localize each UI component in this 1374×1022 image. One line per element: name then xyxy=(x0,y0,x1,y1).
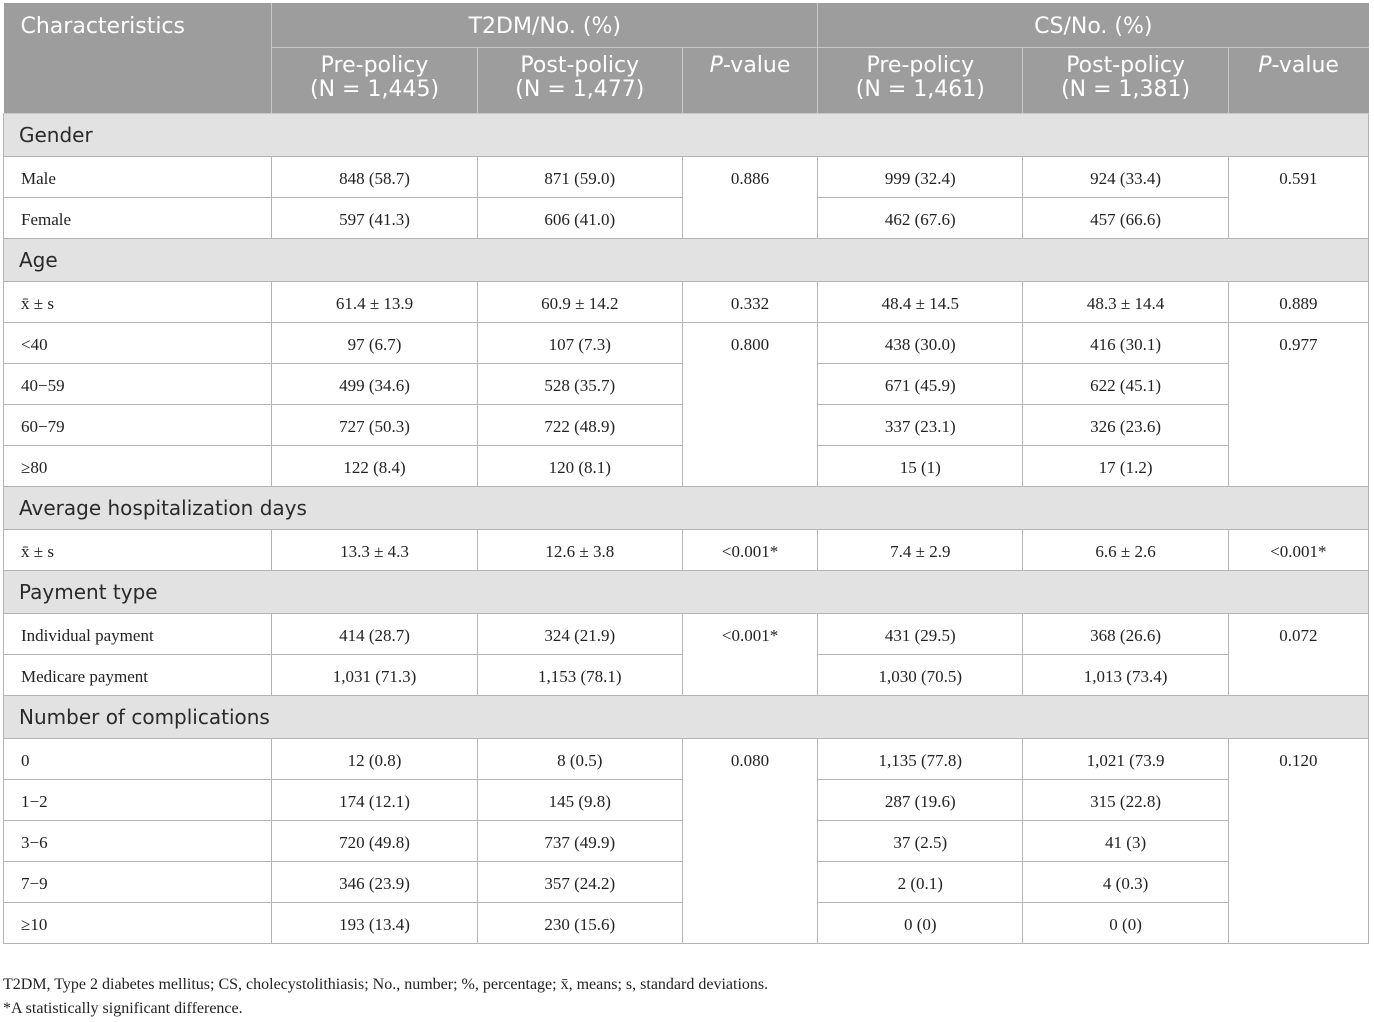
table-row xyxy=(4,613,1369,654)
t2dm-post-cell: 60.9 ± 14.2 xyxy=(477,281,682,322)
t2dm-pre-cell: 346 (23.9) xyxy=(272,861,477,902)
section-header-row xyxy=(4,238,1369,281)
t2dm-pre-cell: 12 (0.8) xyxy=(272,738,477,779)
section-title: Payment type xyxy=(4,570,1369,613)
cs-post-cell: 48.3 ± 14.4 xyxy=(1023,281,1228,322)
cs-p-value-cell: 0.591 xyxy=(1228,156,1368,238)
t2dm-pre-cell: 597 (41.3) xyxy=(272,197,477,238)
row-label: 0 xyxy=(4,738,272,779)
cs-post-cell: 315 (22.8) xyxy=(1023,779,1228,820)
section-header-row xyxy=(4,695,1369,738)
row-label: Medicare payment xyxy=(4,654,272,695)
cs-pre-cell: 15 (1) xyxy=(818,445,1023,486)
t2dm-post-n: (N = 1,477) xyxy=(515,76,645,102)
cs-post-cell: 0 (0) xyxy=(1023,902,1228,943)
t2dm-post-cell: 1,153 (78.1) xyxy=(477,654,682,695)
t2dm-post-cell: 230 (15.6) xyxy=(477,902,682,943)
row-label: x̄ ± s xyxy=(4,281,272,322)
p-italic: P xyxy=(1258,52,1272,78)
t2dm-pre-cell: 122 (8.4) xyxy=(272,445,477,486)
footnote-significance: *A statistically significant difference. xyxy=(3,1000,243,1017)
characteristics-table xyxy=(3,3,1369,944)
cs-post-cell: 17 (1.2) xyxy=(1023,445,1228,486)
characteristics-header: Characteristics xyxy=(4,3,272,113)
cs-group-header: CS/No. (%) xyxy=(818,3,1369,47)
cs-pre-cell: 287 (19.6) xyxy=(818,779,1023,820)
cs-pre-policy-header xyxy=(818,47,1023,113)
cs-pre-cell: 999 (32.4) xyxy=(818,156,1023,197)
t2dm-post-cell: 606 (41.0) xyxy=(477,197,682,238)
section-title: Age xyxy=(4,238,1369,281)
row-label: Female xyxy=(4,197,272,238)
cs-post-cell: 622 (45.1) xyxy=(1023,363,1228,404)
row-label: <40 xyxy=(4,322,272,363)
p-italic: P xyxy=(709,52,723,78)
cs-pre-cell: 48.4 ± 14.5 xyxy=(818,281,1023,322)
t2dm-pre-cell: 499 (34.6) xyxy=(272,363,477,404)
t2dm-post-cell: 528 (35.7) xyxy=(477,363,682,404)
pre-policy-label: Pre-policy xyxy=(320,52,429,78)
t2dm-pre-cell: 720 (49.8) xyxy=(272,820,477,861)
cs-post-cell: 326 (23.6) xyxy=(1023,404,1228,445)
t2dm-pre-n: (N = 1,445) xyxy=(310,76,440,102)
cs-pre-cell: 2 (0.1) xyxy=(818,861,1023,902)
t2dm-pre-cell: 1,031 (71.3) xyxy=(272,654,477,695)
row-label: ≥10 xyxy=(4,902,272,943)
p-value-rest: -value xyxy=(1271,52,1339,78)
cs-p-value-cell: 0.072 xyxy=(1228,613,1368,695)
cs-post-cell: 1,013 (73.4) xyxy=(1023,654,1228,695)
t2dm-pre-cell: 61.4 ± 13.9 xyxy=(272,281,477,322)
cs-pre-cell: 0 (0) xyxy=(818,902,1023,943)
cs-pre-cell: 1,030 (70.5) xyxy=(818,654,1023,695)
cs-post-n: (N = 1,381) xyxy=(1061,76,1191,102)
pre-policy-label: Pre-policy xyxy=(866,52,975,78)
section-header-row xyxy=(4,570,1369,613)
cs-post-cell: 924 (33.4) xyxy=(1023,156,1228,197)
t2dm-p-value-cell: <0.001* xyxy=(682,529,817,570)
table-row xyxy=(4,322,1369,363)
footnote-abbreviations: T2DM, Type 2 diabetes mellitus; CS, cholecystolithiasis; No., number; %, percentage; x̄, means; s, standard deviations. xyxy=(3,976,769,993)
cs-post-cell: 416 (30.1) xyxy=(1023,322,1228,363)
t2dm-p-value-cell: 0.332 xyxy=(682,281,817,322)
t2dm-post-cell: 722 (48.9) xyxy=(477,404,682,445)
row-label: ≥80 xyxy=(4,445,272,486)
cs-pre-cell: 438 (30.0) xyxy=(818,322,1023,363)
t2dm-post-cell: 324 (21.9) xyxy=(477,613,682,654)
t2dm-post-policy-header xyxy=(477,47,682,113)
section-title: Average hospitalization days xyxy=(4,486,1369,529)
post-policy-label: Post-policy xyxy=(1066,52,1185,78)
cs-pre-cell: 431 (29.5) xyxy=(818,613,1023,654)
cs-post-cell: 457 (66.6) xyxy=(1023,197,1228,238)
cs-pre-cell: 37 (2.5) xyxy=(818,820,1023,861)
t2dm-pre-cell: 848 (58.7) xyxy=(272,156,477,197)
t2dm-p-value-cell: <0.001* xyxy=(682,613,817,695)
t2dm-pre-cell: 193 (13.4) xyxy=(272,902,477,943)
mean-sd-row xyxy=(4,529,1369,570)
cs-post-cell: 368 (26.6) xyxy=(1023,613,1228,654)
row-label: Male xyxy=(4,156,272,197)
t2dm-post-cell: 871 (59.0) xyxy=(477,156,682,197)
t2dm-post-cell: 737 (49.9) xyxy=(477,820,682,861)
t2dm-pre-cell: 174 (12.1) xyxy=(272,779,477,820)
row-label: 7−9 xyxy=(4,861,272,902)
section-header-row xyxy=(4,113,1369,156)
cs-pre-cell: 462 (67.6) xyxy=(818,197,1023,238)
section-header-row xyxy=(4,486,1369,529)
t2dm-pre-cell: 727 (50.3) xyxy=(272,404,477,445)
cs-pre-cell: 337 (23.1) xyxy=(818,404,1023,445)
cs-p-value-cell: 0.889 xyxy=(1228,281,1368,322)
row-label: 60−79 xyxy=(4,404,272,445)
t2dm-group-header: T2DM/No. (%) xyxy=(272,3,818,47)
cs-pre-n: (N = 1,461) xyxy=(855,76,985,102)
section-title: Gender xyxy=(4,113,1369,156)
row-label: 40−59 xyxy=(4,363,272,404)
p-value-rest: -value xyxy=(722,52,791,78)
cs-post-cell: 6.6 ± 2.6 xyxy=(1023,529,1228,570)
t2dm-pre-policy-header xyxy=(272,47,477,113)
cs-p-value-header xyxy=(1228,47,1368,113)
cs-post-cell: 4 (0.3) xyxy=(1023,861,1228,902)
cs-p-value-cell: 0.977 xyxy=(1228,322,1368,486)
t2dm-pre-cell: 13.3 ± 4.3 xyxy=(272,529,477,570)
cs-p-value-cell: <0.001* xyxy=(1228,529,1368,570)
t2dm-pre-cell: 414 (28.7) xyxy=(272,613,477,654)
post-policy-label: Post-policy xyxy=(520,52,640,78)
t2dm-p-value-cell: 0.080 xyxy=(682,738,817,943)
t2dm-post-cell: 357 (24.2) xyxy=(477,861,682,902)
mean-sd-row xyxy=(4,281,1369,322)
t2dm-pre-cell: 97 (6.7) xyxy=(272,322,477,363)
t2dm-post-cell: 107 (7.3) xyxy=(477,322,682,363)
t2dm-p-value-cell: 0.886 xyxy=(682,156,817,238)
row-label: x̄ ± s xyxy=(4,529,272,570)
t2dm-post-cell: 8 (0.5) xyxy=(477,738,682,779)
table-row xyxy=(4,738,1369,779)
cs-pre-cell: 1,135 (77.8) xyxy=(818,738,1023,779)
cs-post-cell: 1,021 (73.9 xyxy=(1023,738,1228,779)
table-row xyxy=(4,156,1369,197)
t2dm-post-cell: 120 (8.1) xyxy=(477,445,682,486)
t2dm-post-cell: 12.6 ± 3.8 xyxy=(477,529,682,570)
row-label: Individual payment xyxy=(4,613,272,654)
table-body xyxy=(4,113,1369,943)
row-label: 1−2 xyxy=(4,779,272,820)
t2dm-p-value-header xyxy=(682,47,817,113)
t2dm-p-value-cell: 0.800 xyxy=(682,322,817,486)
cs-pre-cell: 671 (45.9) xyxy=(818,363,1023,404)
section-title: Number of complications xyxy=(4,695,1369,738)
cs-pre-cell: 7.4 ± 2.9 xyxy=(818,529,1023,570)
t2dm-post-cell: 145 (9.8) xyxy=(477,779,682,820)
row-label: 3−6 xyxy=(4,820,272,861)
table-header xyxy=(4,3,1369,113)
cs-post-cell: 41 (3) xyxy=(1023,820,1228,861)
cs-p-value-cell: 0.120 xyxy=(1228,738,1368,943)
cs-post-policy-header xyxy=(1023,47,1228,113)
header-group-row xyxy=(4,3,1369,47)
